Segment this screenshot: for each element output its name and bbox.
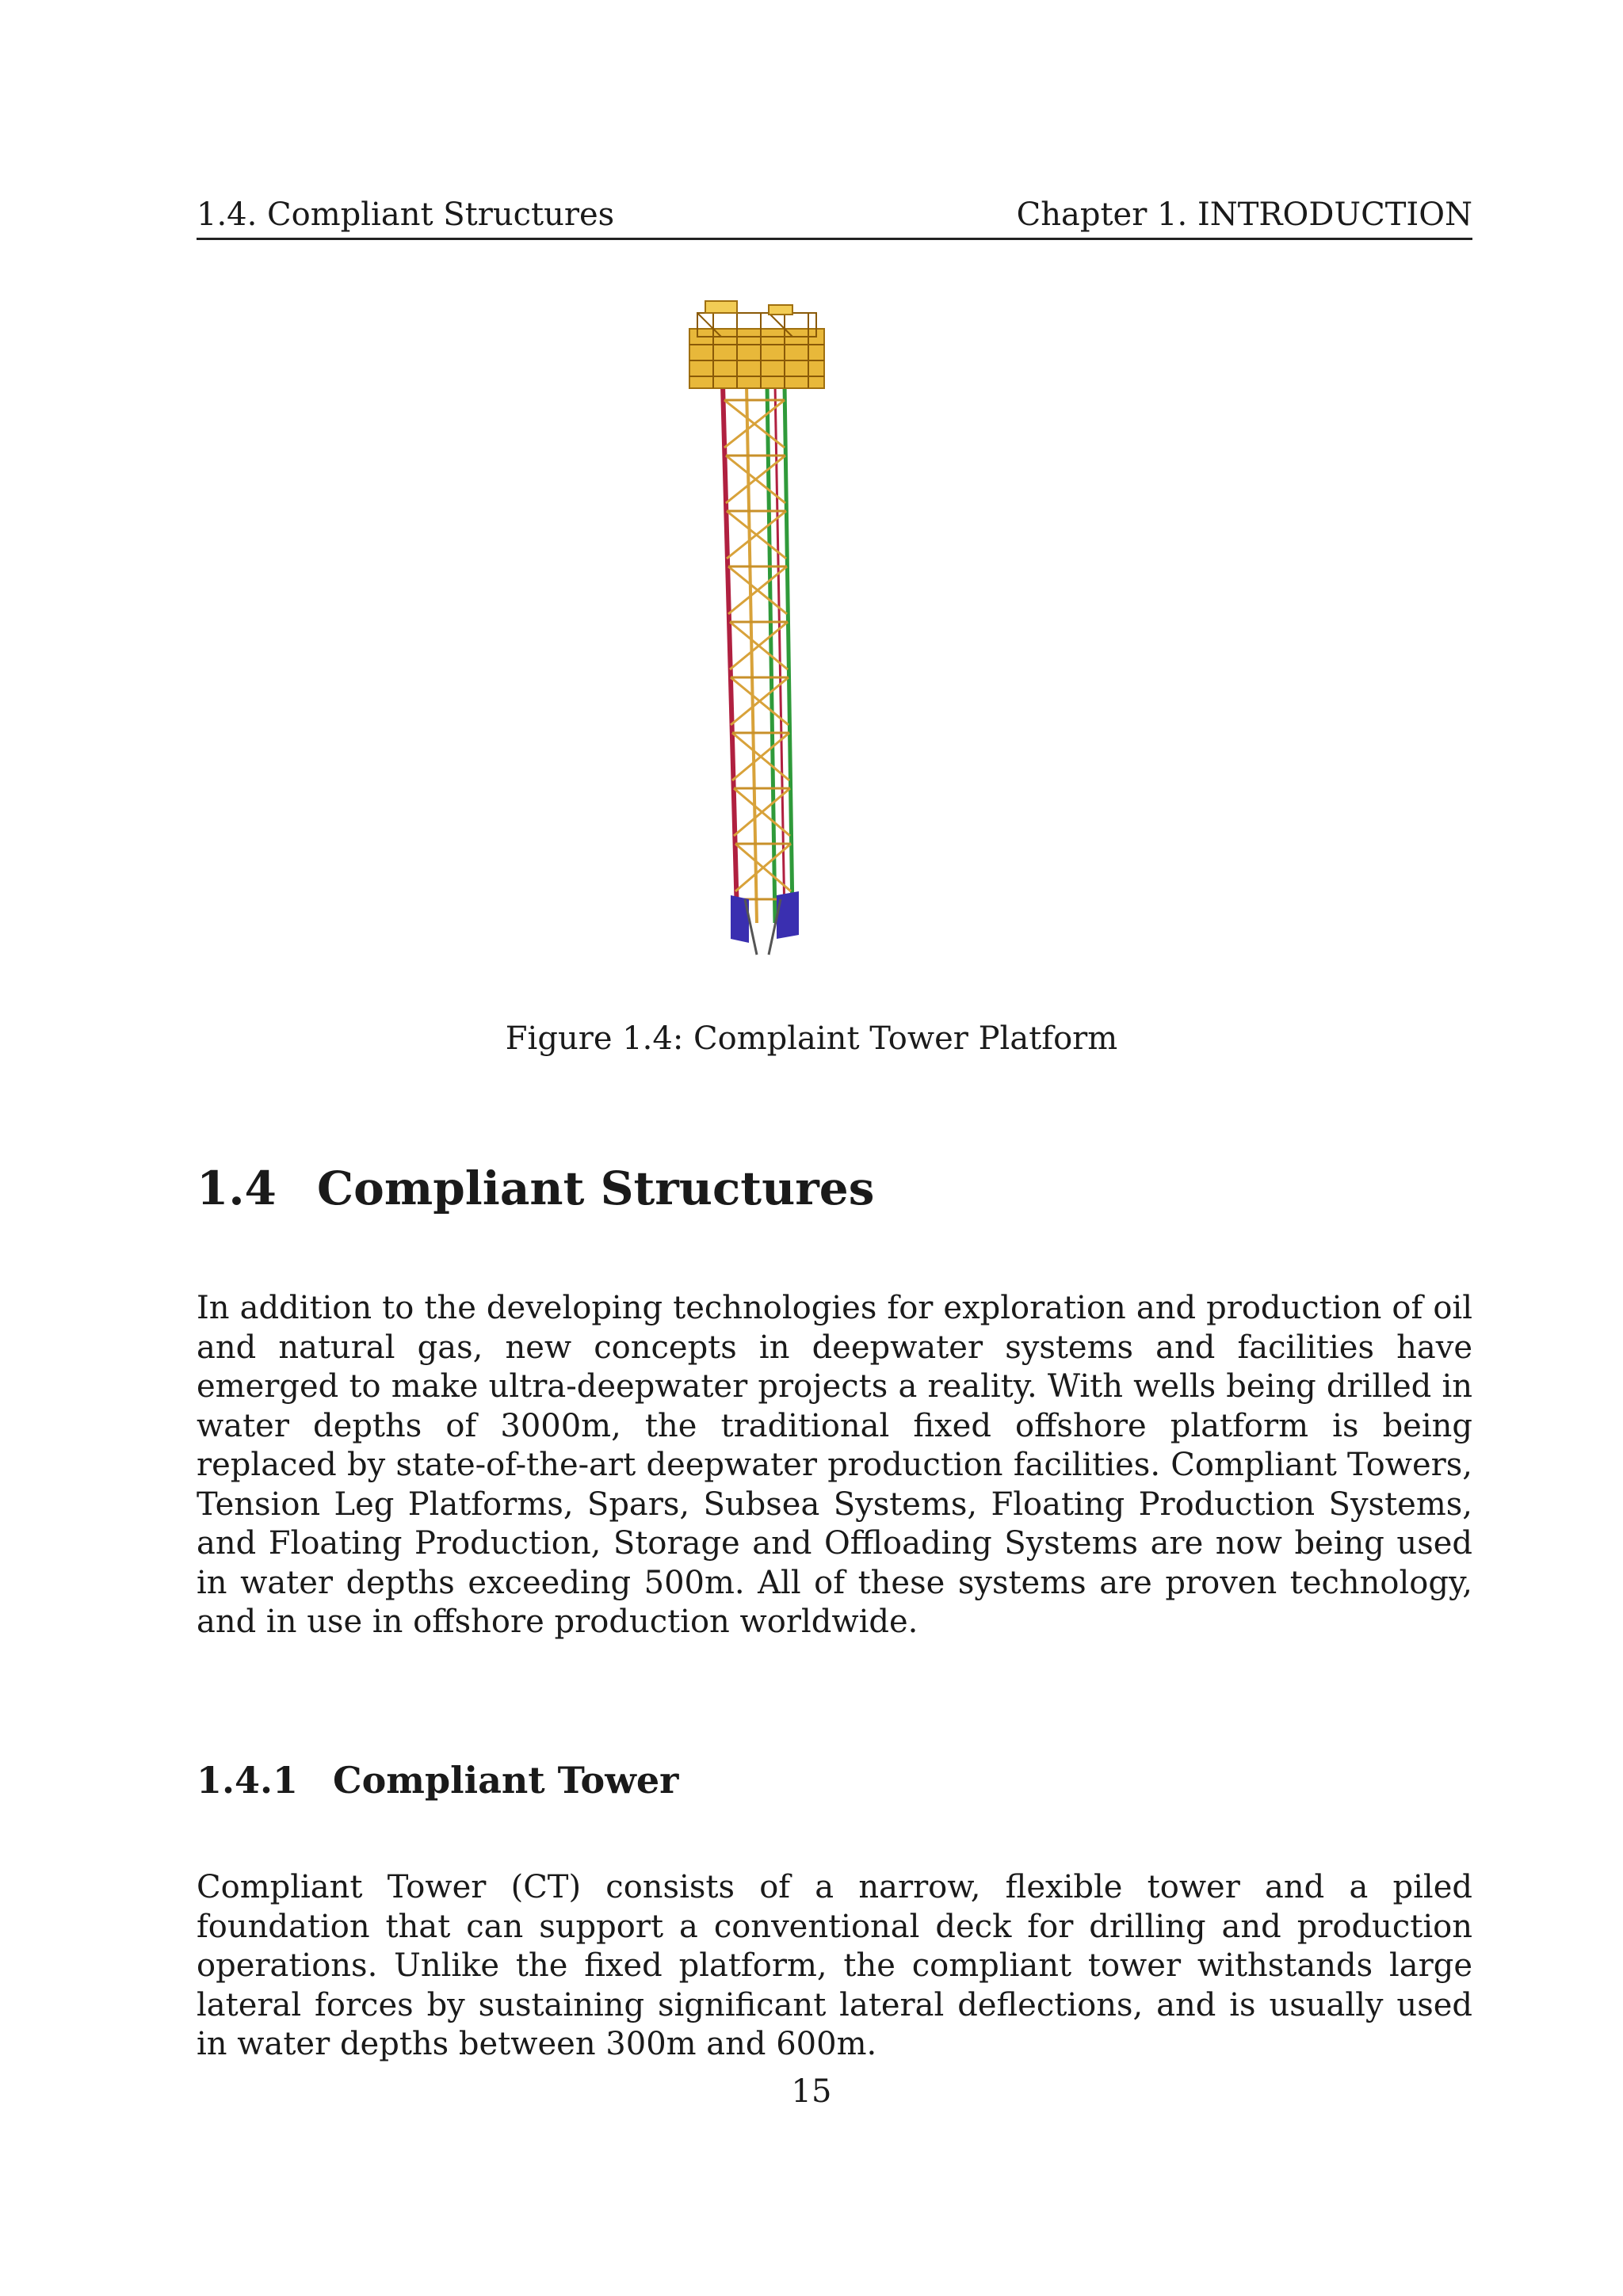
running-header-section: 1.4. Compliant Structures bbox=[197, 196, 615, 233]
subsection-title: Compliant Tower bbox=[333, 1759, 679, 1802]
figure-caption: Figure 1.4: Complaint Tower Platform bbox=[505, 1020, 1118, 1057]
subsection-paragraph: Compliant Tower (CT) consists of a narrow, flexible tower and a piled foundation that can support a conventional deck for drilling and production operations. Unlike the fixed platform, the compliant tower withstands large lateral forces by sustaining significant lateral deflections, and is usually used in water depths between 300m and 600m. bbox=[197, 1869, 1472, 2062]
running-header-chapter: Chapter 1. INTRODUCTION bbox=[1016, 196, 1472, 233]
compliant-tower-illustration bbox=[674, 297, 864, 971]
subsection-number: 1.4.1 bbox=[197, 1759, 299, 1802]
section-title: Compliant Structures bbox=[317, 1161, 875, 1215]
section-heading bbox=[197, 1157, 874, 1220]
section-number: 1.4 bbox=[197, 1161, 277, 1215]
tower-deck bbox=[689, 301, 824, 388]
page-number: 15 bbox=[791, 2073, 832, 2110]
subsection-heading bbox=[197, 1755, 678, 1806]
running-header bbox=[197, 192, 1472, 240]
tower-lattice bbox=[723, 384, 792, 923]
tower-base bbox=[731, 891, 799, 955]
section-paragraph: In addition to the developing technologies for exploration and production of oil and natural gas, new concepts in deepwater systems and facilities have emerged to make ultra-deepwater projects a reality. With wells being drilled in water depths of 3000m, the traditional fixed offshore platform is being replaced by state-of-the-art deepwater production facilities. Compliant Towers, Tension Leg Platforms, Spars, Subsea Systems, Floating Production Systems, and Floating Production, Storage and Offloading Systems are now being used in water depths exceeding 500m. All of these systems are proven technology, and in use in offshore production worldwide. bbox=[197, 1290, 1472, 1640]
